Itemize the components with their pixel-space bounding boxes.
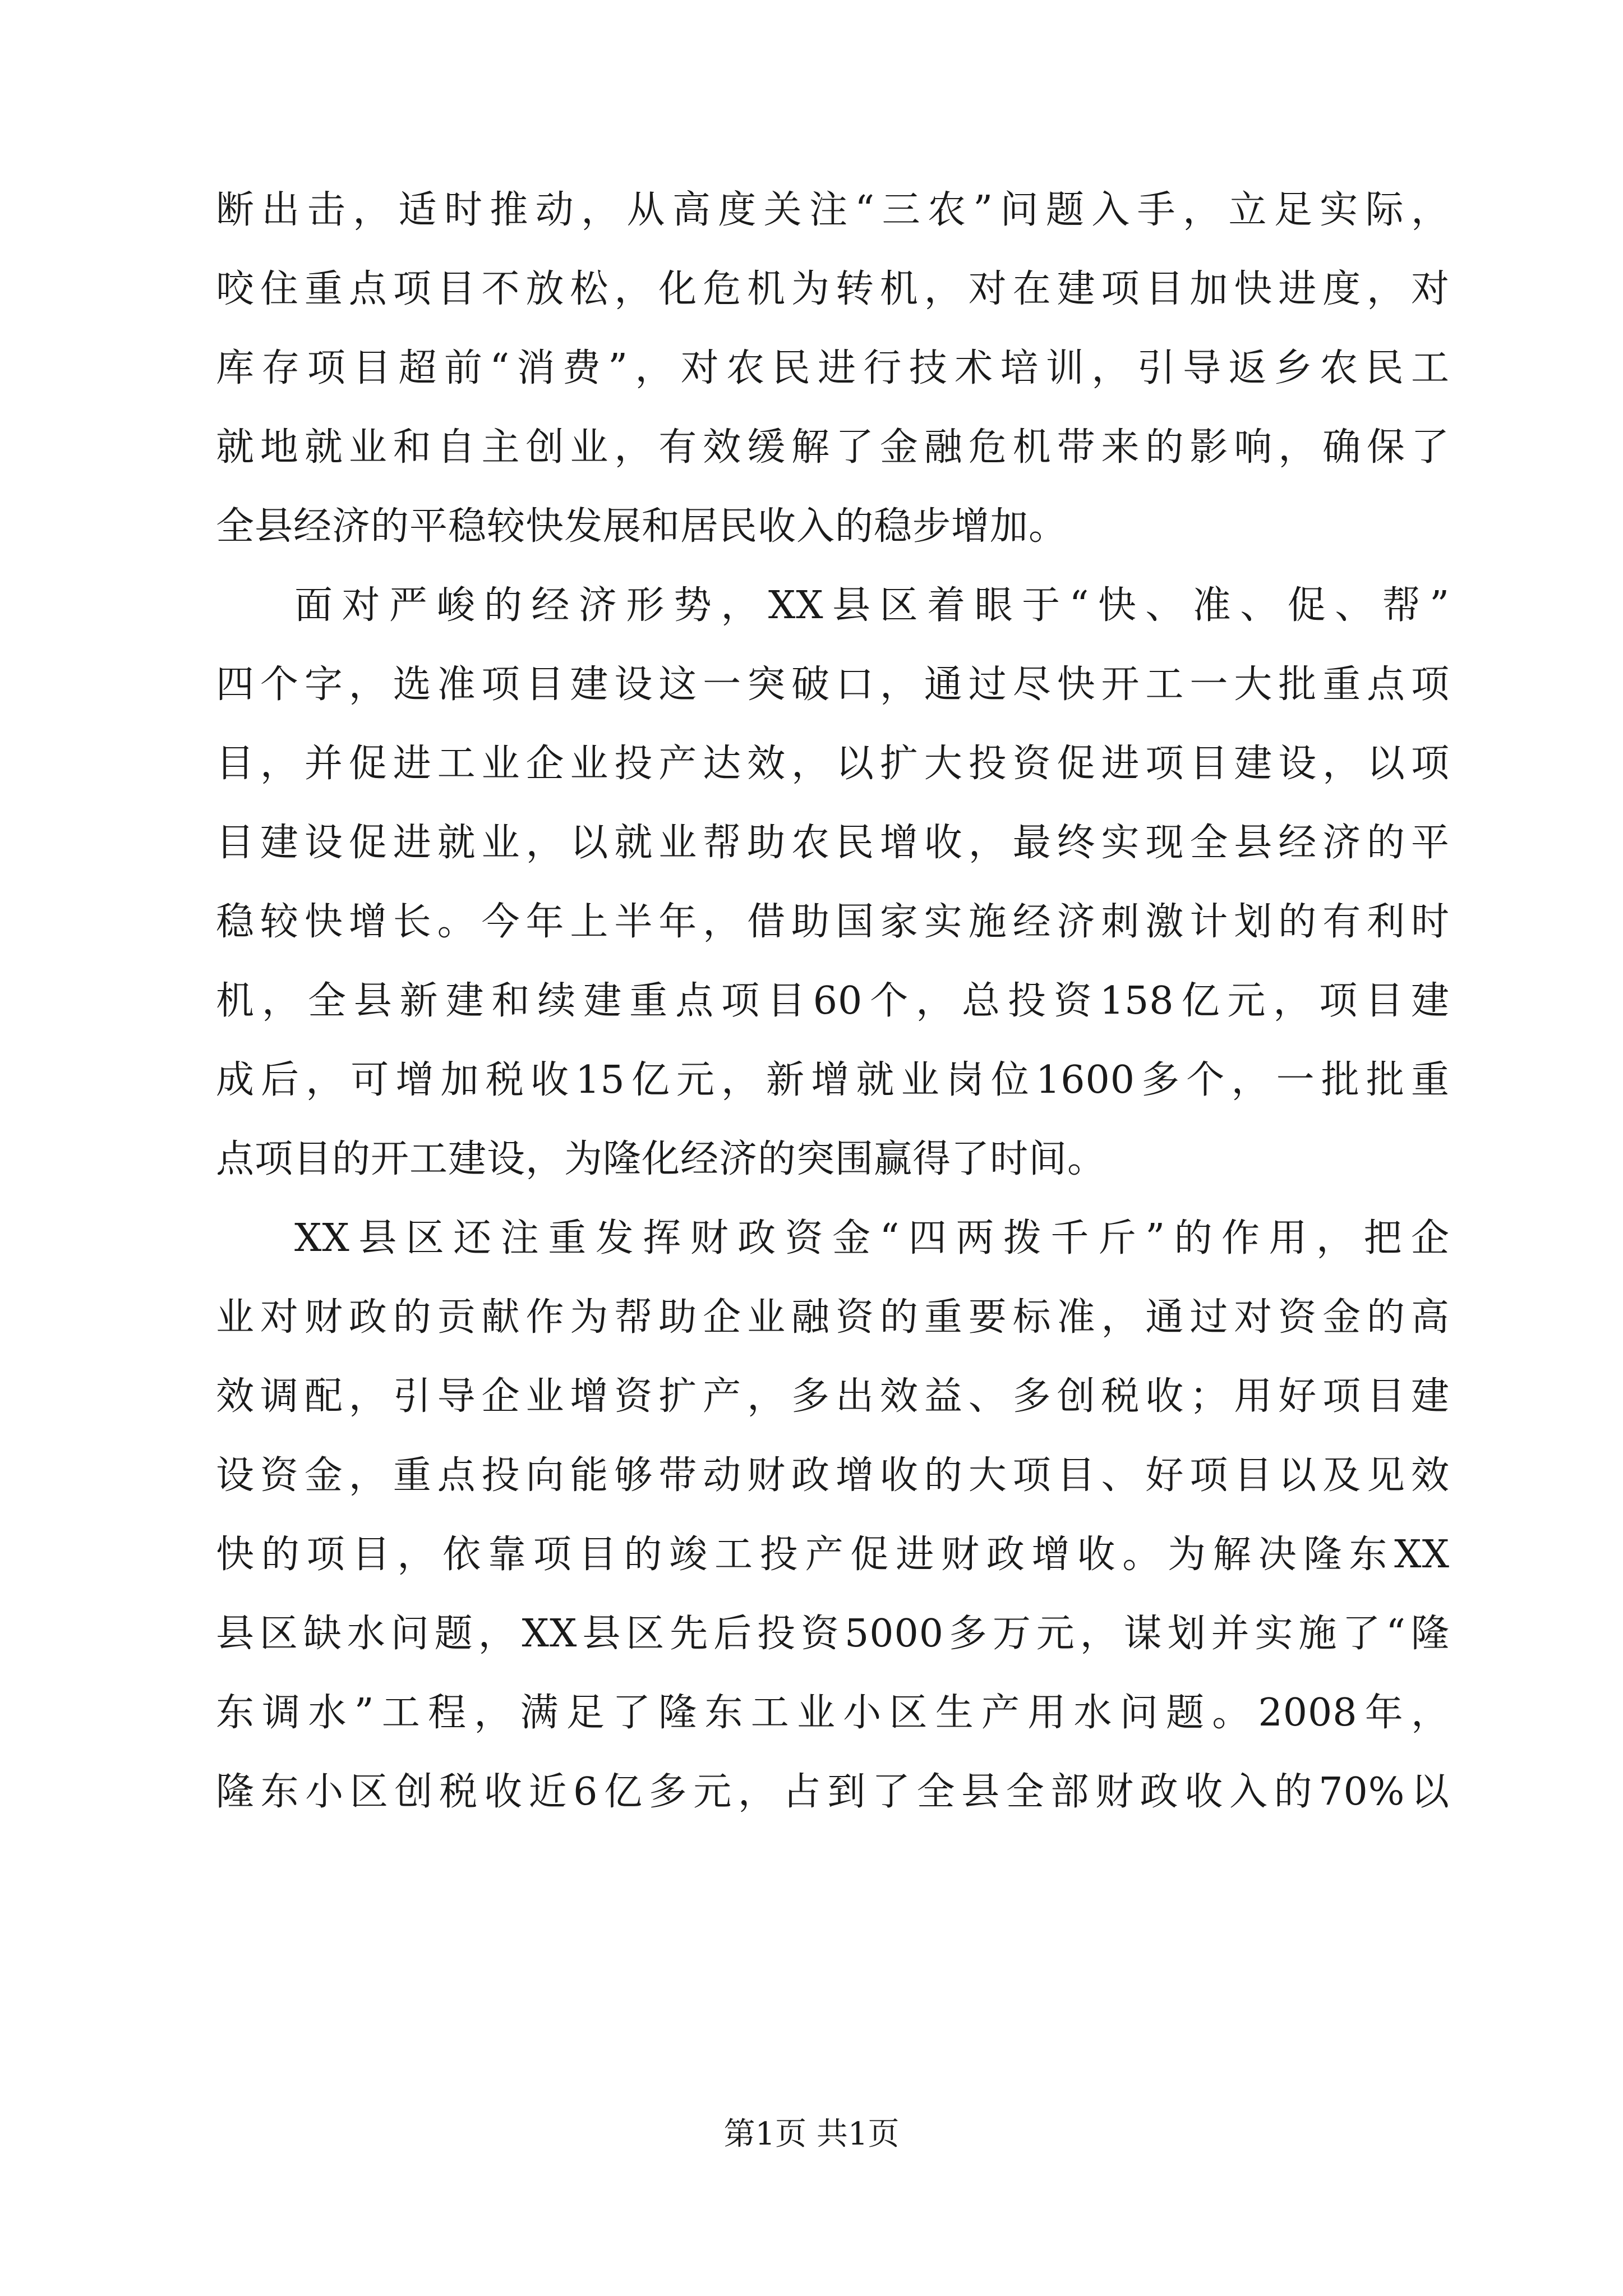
text-line: 库存项目超前“消费”，对农民进行技术培训，引导返乡农民工 xyxy=(216,346,1450,390)
text-line: 县区缺水问题，XX县区先后投资5000多万元，谋划并实施了“隆 xyxy=(216,1612,1450,1656)
text-line: 业对财政的贡献作为帮助企业融资的重要标准，通过对资金的高 xyxy=(216,1295,1450,1340)
text-line: 点项目的开工建设，为隆化经济的突围赢得了时间。 xyxy=(216,1137,1106,1181)
text-line: 目建设促进就业，以就业帮助农民增收，最终实现全县经济的平 xyxy=(216,821,1450,865)
text-line: 断出击，适时推动，从高度关注“三农”问题入手，立足实际， xyxy=(216,188,1450,232)
paragraph-first-line: 面对严峻的经济形势，XX县区着眼于“快、准、促、帮” xyxy=(294,583,1450,628)
text-line: 全县经济的平稳较快发展和居民收入的稳步增加。 xyxy=(216,504,1068,549)
text-line: 就地就业和自主创业，有效缓解了金融危机带来的影响，确保了 xyxy=(216,425,1450,470)
text-line: 快的项目，依靠项目的竣工投产促进财政增收。为解决隆东XX xyxy=(216,1533,1450,1577)
text-line: 咬住重点项目不放松，化危机为转机，对在建项目加快进度，对 xyxy=(216,267,1450,311)
text-line: 机，全县新建和续建重点项目60个，总投资158亿元，项目建 xyxy=(216,979,1450,1023)
paragraph-first-line: XX县区还注重发挥财政资金“四两拨千斤”的作用，把企 xyxy=(294,1216,1450,1260)
page-footer xyxy=(0,2115,1623,2154)
text-line: 设资金，重点投向能够带动财政增收的大项目、好项目以及见效 xyxy=(216,1453,1450,1498)
text-line: 稳较快增长。今年上半年，借助国家实施经济刺激计划的有利时 xyxy=(216,900,1450,944)
text-line: 东调水”工程，满足了隆东工业小区生产用水问题。2008年， xyxy=(216,1691,1450,1735)
text-line: 成后，可增加税收15亿元，新增就业岗位1600多个，一批批重 xyxy=(216,1058,1450,1102)
text-line: 隆东小区创税收近6亿多元，占到了全县全部财政收入的70%以 xyxy=(216,1770,1450,1814)
text-line: 四个字，选准项目建设这一突破口，通过尽快开工一大批重点项 xyxy=(216,662,1450,707)
text-line: 效调配，引导企业增资扩产，多出效益、多创税收；用好项目建 xyxy=(216,1374,1450,1419)
page-number-label: 第1页 共1页 xyxy=(723,2116,900,2152)
text-line: 目，并促进工业企业投产达效，以扩大投资促进项目建设，以项 xyxy=(216,742,1450,786)
